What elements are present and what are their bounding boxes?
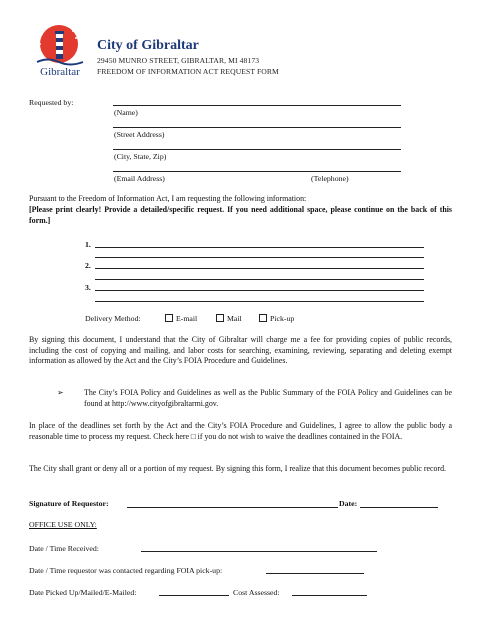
grant-paragraph: The City shall grant or deny all or a portion of my request. By signing this form, I realize that this document becomes public record. xyxy=(29,464,447,473)
deadline-paragraph: In place of the deadlines set forth by the Act and the City’s FOIA Procedure and Guidelines, I agree to allow the public body a reasonable time to process my request. Check here □ if you do not wish to waive the deadlines contained in the FOIA. xyxy=(29,421,452,441)
delivery-method-label: Delivery Method: xyxy=(85,314,141,323)
item-1-line[interactable] xyxy=(95,247,424,248)
city-state-zip-label: (City, State, Zip) xyxy=(114,152,167,161)
city-address: 29450 MUNRO STREET, GIBRALTAR, MI 48173 xyxy=(97,56,260,65)
date-received-label: Date / Time Received: xyxy=(29,544,99,553)
cost-assessed-label: Cost Assessed: xyxy=(233,588,280,597)
name-label: (Name) xyxy=(114,108,138,117)
city-logo xyxy=(33,22,89,78)
request-intro: Pursuant to the Freedom of Information Act, I am requesting the following information: xyxy=(29,194,307,203)
picked-up-label: Date Picked Up/Mailed/E-Mailed: xyxy=(29,588,137,597)
telephone-label: (Telephone) xyxy=(311,174,349,183)
contacted-label: Date / Time requestor was contacted regarding FOIA pick-up: xyxy=(29,566,223,575)
delivery-pickup-label: Pick-up xyxy=(270,314,295,323)
fee-paragraph: By signing this document, I understand that the City of Gibraltar will charge me a fee for providing copies of public records, including the cost of copying and mailing, and labor costs for searching, examining, reviewing, separating and deleting exempt information as allowed by the Act and the City’s FOIA Procedure and Guidelines. xyxy=(29,335,452,366)
checkbox-icon[interactable] xyxy=(165,314,173,322)
delivery-pickup-option[interactable] xyxy=(259,314,294,323)
date-label: Date: xyxy=(339,499,358,508)
delivery-mail-option[interactable] xyxy=(216,314,242,323)
city-state-zip-field[interactable] xyxy=(113,149,401,150)
office-use-title: OFFICE USE ONLY: xyxy=(29,520,97,529)
policy-bullet: The City’s FOIA Policy and Guidelines as well as the Public Summary of the FOIA Policy and Guidelines can be found at http://www.cityofgibraltarmi.gov. xyxy=(84,388,452,408)
bullet-arrow-icon: ➢ xyxy=(57,388,64,397)
item-3-number: 3. xyxy=(85,283,91,292)
requested-by-label: Requested by: xyxy=(29,98,74,107)
name-field[interactable] xyxy=(113,105,401,106)
street-field[interactable] xyxy=(113,127,401,128)
signature-label: Signature of Requestor: xyxy=(29,499,109,508)
item-3-line[interactable] xyxy=(95,290,424,291)
date-field[interactable] xyxy=(360,507,438,508)
request-instruction: [Please print clearly! Provide a detailed/specific request. If you need additional space, please continue on the back of this form.] xyxy=(29,205,452,225)
delivery-email-option[interactable] xyxy=(165,314,197,323)
cost-assessed-field[interactable] xyxy=(292,595,367,596)
item-1-line-2[interactable] xyxy=(95,257,424,258)
item-2-line[interactable] xyxy=(95,268,424,269)
item-2-number: 2. xyxy=(85,261,91,270)
delivery-email-label: E-mail xyxy=(176,314,198,323)
street-label: (Street Address) xyxy=(114,130,165,139)
picked-up-field[interactable] xyxy=(159,595,229,596)
email-label: (Email Address) xyxy=(114,174,165,183)
email-phone-field[interactable] xyxy=(113,171,401,172)
item-3-line-2[interactable] xyxy=(95,301,424,302)
contacted-field[interactable] xyxy=(266,573,364,574)
svg-text:Gibraltar: Gibraltar xyxy=(40,66,80,78)
item-1-number: 1. xyxy=(85,240,91,249)
city-name: City of Gibraltar xyxy=(97,38,199,53)
checkbox-icon[interactable] xyxy=(216,314,224,322)
checkbox-icon[interactable] xyxy=(259,314,267,322)
delivery-mail-label: Mail xyxy=(227,314,242,323)
date-received-field[interactable] xyxy=(141,551,377,552)
form-title: FREEDOM OF INFORMATION ACT REQUEST FORM xyxy=(97,67,279,76)
item-2-line-2[interactable] xyxy=(95,279,424,280)
signature-field[interactable] xyxy=(127,507,338,508)
